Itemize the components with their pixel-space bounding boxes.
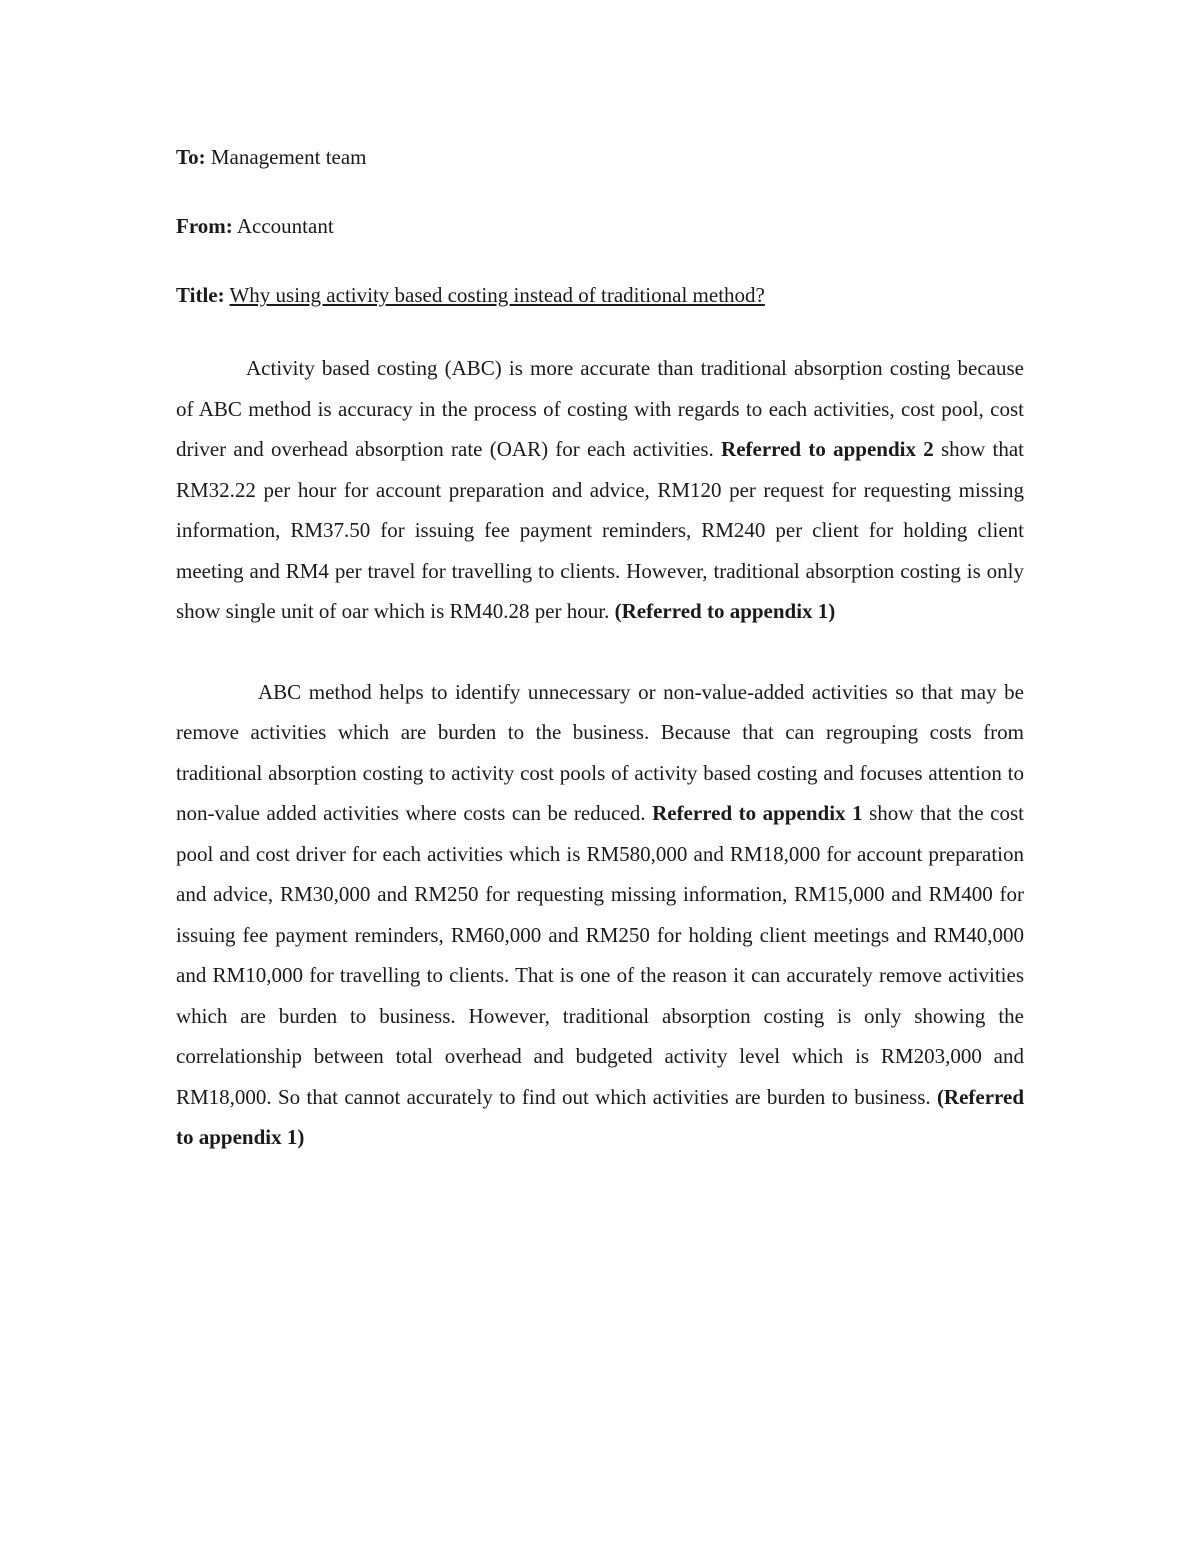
paragraph-non-value-activities	[176, 672, 1024, 1158]
memo-title-line	[176, 278, 1024, 312]
title-label: Title:	[176, 283, 225, 307]
paragraph-abc-accuracy	[176, 348, 1024, 632]
paragraph1-text-b: show that RM32.22 per hour for account preparation and advice, RM120 per request for requesting missing information, RM37.50 for issuing fee payment reminders, RM240 per client for holding client meeting and RM4 per travel for travelling to clients. However, traditional absorption costing is only show single unit of oar which is RM40.28 per hour.	[176, 437, 1025, 623]
from-value: Accountant	[236, 214, 334, 238]
to-label: To:	[176, 145, 206, 169]
memo-from-line	[176, 209, 1024, 243]
from-label: From:	[176, 214, 233, 238]
paragraph2-text-b: show that the cost pool and cost driver for each activities which is RM580,000 and RM18,000 for account preparation and advice, RM30,000 and RM250 for requesting missing information, RM15,000 and RM400 for issuing fee payment reminders, RM60,000 and RM250 for holding client meetings and RM40,000 and RM10,000 for travelling to clients. That is one of the reason it can accurately remove activities which are burden to business. However, traditional absorption costing is only showing the correlationship between total overhead and budgeted activity level which is RM203,000 and RM18,000. So that cannot accurately to find out which activities are burden to business.	[176, 801, 1024, 1109]
title-value: Why using activity based costing instead of traditional method?	[229, 283, 765, 307]
paragraph2-ref-appendix-1-a: Referred to appendix 1	[652, 801, 863, 825]
paragraph2-ref-appendix-1-b: (Referred to appendix 1)	[176, 1084, 1024, 1149]
paragraph2-text-a: ABC method helps to identify unnecessary or non-value-added activities so that may be remove activities which are burden to the business. Because that can regrouping costs from traditional absorption costing to activity cost pools of activity based costing and focuses attention to non-value added activities where costs can be reduced.	[176, 679, 1024, 825]
paragraph1-text-a: Activity based costing (ABC) is more accurate than traditional absorption costing because of ABC method is accuracy in the process of costing with regards to each activities, cost pool, cost driver and overhead absorption rate (OAR) for each activities.	[176, 356, 1024, 461]
memo-body	[176, 140, 1024, 1158]
memo-to-line	[176, 140, 1024, 174]
paragraph1-ref-appendix-2: Referred to appendix 2	[721, 437, 934, 461]
to-value: Management team	[210, 145, 367, 169]
paragraph1-ref-appendix-1: (Referred to appendix 1)	[614, 599, 836, 623]
